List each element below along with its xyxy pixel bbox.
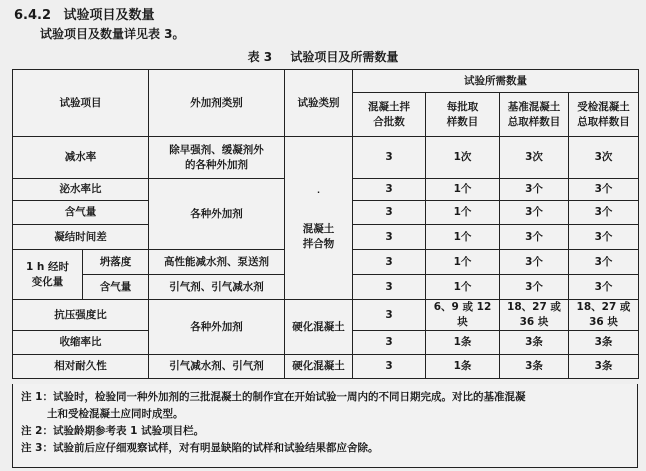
- header-admixture: 外加剂类别: [149, 70, 285, 137]
- header-tested: 受检混凝土 总取样数目: [569, 93, 639, 137]
- table-notes: [12, 384, 638, 468]
- cell-admixture: 引气减水剂、引气剂: [149, 355, 285, 379]
- cell-per-batch: 1个: [426, 201, 500, 225]
- cell-test-type-mixture: · 混凝土 拌合物: [285, 137, 353, 300]
- cell-reference: 18、27 或 36 块: [500, 300, 569, 331]
- cell-batches: 3: [353, 355, 426, 379]
- cell-reference: 3条: [500, 331, 569, 355]
- cell-tested: 18、27 或 36 块: [569, 300, 639, 331]
- header-per-batch: 每批取 样数目: [426, 93, 500, 137]
- cell-item: 收缩率比: [13, 331, 149, 355]
- cell-batches: 3: [353, 250, 426, 275]
- header-row-1: [13, 70, 639, 93]
- cell-batches: 3: [353, 300, 426, 331]
- header-quantity-group: 试验所需数量: [353, 70, 639, 93]
- cell-per-batch: 1个: [426, 225, 500, 250]
- cell-test-type: 硬化混凝土: [285, 355, 353, 379]
- note-1-continued: 土和受检混凝土应同时成型。: [47, 408, 184, 420]
- cell-admixture: 高性能减水剂、泵送剂: [149, 250, 285, 275]
- cell-batches: 3: [353, 275, 426, 300]
- table-row: [13, 355, 639, 379]
- header-batches: 混凝土拌 合批数: [353, 93, 426, 137]
- cell-reference: 3个: [500, 201, 569, 225]
- cell-item: 相对耐久性: [13, 355, 149, 379]
- cell-per-batch: 1条: [426, 355, 500, 379]
- table-row: [13, 300, 639, 331]
- cell-per-batch: 1条: [426, 331, 500, 355]
- table-caption: [0, 48, 646, 65]
- cell-admixture-merged: 各种外加剂: [149, 300, 285, 355]
- cell-tested: 3个: [569, 201, 639, 225]
- table-title: 试验项目及所需数量: [290, 50, 399, 64]
- cell-per-batch: 6、9 或 12 块: [426, 300, 500, 331]
- cell-marker: ·: [316, 187, 321, 197]
- cell-admixture: 除早强剂、缓凝剂外 的各种外加剂: [149, 137, 285, 179]
- cell-batches: 3: [353, 179, 426, 201]
- cell-item: 抗压强度比: [13, 300, 149, 331]
- cell-batches: 3: [353, 225, 426, 250]
- cell-tested: 3条: [569, 331, 639, 355]
- cell-reference: 3个: [500, 275, 569, 300]
- cell-tested: 3个: [569, 225, 639, 250]
- cell-item: 减水率: [13, 137, 149, 179]
- cell-item: 泌水率比: [13, 179, 149, 201]
- cell-per-batch: 1个: [426, 250, 500, 275]
- cell-batches: 3: [353, 137, 426, 179]
- cell-batches: 3: [353, 201, 426, 225]
- cell-reference: 3个: [500, 250, 569, 275]
- cell-tested: 3个: [569, 179, 639, 201]
- cell-per-batch: 1个: [426, 179, 500, 201]
- cell-per-batch: 1次: [426, 137, 500, 179]
- note-1: 注 1：试验时，检验同一种外加剂的三批混凝土的制作宜在开始试验一周内的不同日期完成。对比的基准混凝: [21, 391, 526, 403]
- cell-one-hour-change: 1 h 经时 变化量: [13, 250, 83, 300]
- cell-tested: 3条: [569, 355, 639, 379]
- section-heading: [14, 4, 155, 23]
- cell-reference: 3个: [500, 225, 569, 250]
- cell-subitem: 含气量: [83, 275, 149, 300]
- cell-tested: 3次: [569, 137, 639, 179]
- note-3: 注 3：试验前后应仔细观察试样，对有明显缺陷的试样和试验结果都应舍除。: [21, 442, 379, 454]
- header-test-type: 试验类别: [285, 70, 353, 137]
- header-reference: 基准混凝土 总取样数目: [500, 93, 569, 137]
- cell-admixture: 引气剂、引气减水剂: [149, 275, 285, 300]
- cell-item: 凝结时间差: [13, 225, 149, 250]
- cell-tested: 3个: [569, 275, 639, 300]
- cell-admixture-merged: 各种外加剂: [149, 179, 285, 250]
- cell-per-batch: 1个: [426, 275, 500, 300]
- test-items-table: [12, 69, 639, 379]
- cell-tested: 3个: [569, 250, 639, 275]
- note-2: 注 2：试验龄期参考表 1 试验项目栏。: [21, 425, 205, 437]
- section-number: 6.4.2: [14, 8, 52, 23]
- table-number: 表 3: [247, 50, 273, 64]
- table-row: [13, 137, 639, 179]
- intro-text: 试验项目及数量详见表 3。: [40, 27, 185, 41]
- cell-item: 含气量: [13, 201, 149, 225]
- cell-reference: 3条: [500, 355, 569, 379]
- cell-batches: 3: [353, 331, 426, 355]
- cell-reference: 3个: [500, 179, 569, 201]
- section-title: 试验项目及数量: [63, 8, 155, 23]
- cell-subitem: 坍落度: [83, 250, 149, 275]
- header-item: 试验项目: [13, 70, 149, 137]
- cell-test-type-hardened: 硬化混凝土: [285, 300, 353, 355]
- cell-reference: 3次: [500, 137, 569, 179]
